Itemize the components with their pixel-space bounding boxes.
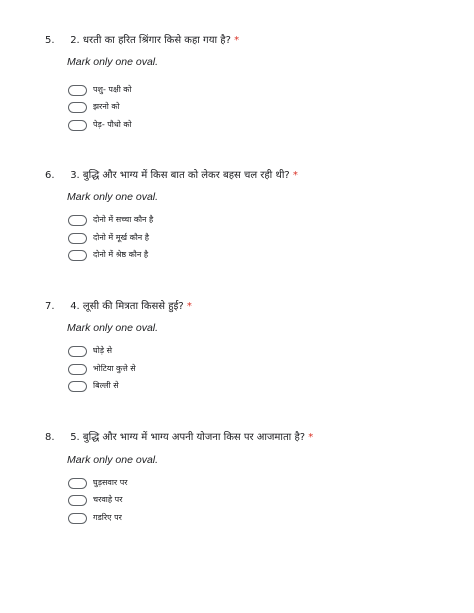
option-label[interactable]: भोटिया कुत्ते से — [93, 364, 136, 373]
question-header — [45, 169, 298, 183]
radio-oval[interactable] — [68, 102, 87, 113]
option-label[interactable]: गडरिए पर — [93, 513, 122, 522]
radio-oval[interactable] — [68, 381, 87, 392]
option-row[interactable] — [68, 380, 119, 392]
question-hint: Mark only one oval. — [67, 322, 159, 334]
question-header — [45, 34, 239, 48]
option-label[interactable]: दोनो में सच्चा कौन है — [93, 215, 154, 224]
required-asterisk: * — [308, 432, 314, 443]
option-row[interactable] — [68, 84, 132, 96]
option-label[interactable]: चरवाहे पर — [93, 495, 123, 504]
option-label[interactable]: पेड़- पौधो को — [93, 120, 132, 129]
question-hint: Mark only one oval. — [67, 191, 159, 203]
question-title: 3. बुद्धि और भाग्य में किस बात को लेकर बहस चल रही थी? — [70, 170, 290, 181]
option-row[interactable] — [68, 249, 148, 261]
option-row[interactable] — [68, 363, 136, 375]
question-number: 6. — [45, 170, 55, 181]
option-label[interactable]: बिल्ली से — [93, 381, 119, 390]
radio-oval[interactable] — [68, 233, 87, 244]
option-row[interactable] — [68, 214, 153, 226]
option-label[interactable]: दोनो में श्रेष्ठ कौन है — [93, 250, 149, 259]
question-hint: Mark only one oval. — [67, 454, 159, 466]
option-row[interactable] — [68, 494, 122, 506]
option-label[interactable]: झरनो को — [93, 102, 120, 111]
question-number: 8. — [45, 432, 55, 443]
option-row[interactable] — [68, 101, 120, 113]
option-row[interactable] — [68, 512, 122, 524]
question-hint: Mark only one oval. — [67, 56, 159, 68]
radio-oval[interactable] — [68, 215, 87, 226]
radio-oval[interactable] — [68, 495, 87, 506]
radio-oval[interactable] — [68, 478, 87, 489]
question-header — [45, 300, 192, 314]
radio-oval[interactable] — [68, 120, 87, 131]
option-row[interactable] — [68, 345, 112, 357]
option-label[interactable]: पशु- पक्षी को — [93, 85, 132, 94]
option-label[interactable]: दोनो में मूर्ख कौन है — [93, 233, 150, 242]
required-asterisk: * — [234, 35, 240, 46]
option-label[interactable]: घोड़े से — [93, 346, 113, 355]
required-asterisk: * — [292, 170, 298, 181]
option-row[interactable] — [68, 119, 132, 131]
question-title: 4. लूसी की मित्रता किससे हुई? — [70, 301, 184, 312]
radio-oval[interactable] — [68, 513, 87, 524]
option-label[interactable]: घुड़सवार पर — [93, 478, 128, 487]
radio-oval[interactable] — [68, 346, 87, 357]
radio-oval[interactable] — [68, 364, 87, 375]
question-title: 5. बुद्धि और भाग्य में भाग्य अपनी योजना किस पर आजमाता है? — [70, 432, 306, 443]
required-asterisk: * — [186, 301, 192, 312]
option-row[interactable] — [68, 232, 149, 244]
question-title: 2. धरती का हरित श्रिंगार किसे कहा गया है? — [70, 35, 231, 46]
radio-oval[interactable] — [68, 250, 87, 261]
question-header — [45, 431, 313, 445]
question-number: 7. — [45, 301, 55, 312]
option-row[interactable] — [68, 477, 128, 489]
radio-oval[interactable] — [68, 85, 87, 96]
question-number: 5. — [45, 35, 55, 46]
